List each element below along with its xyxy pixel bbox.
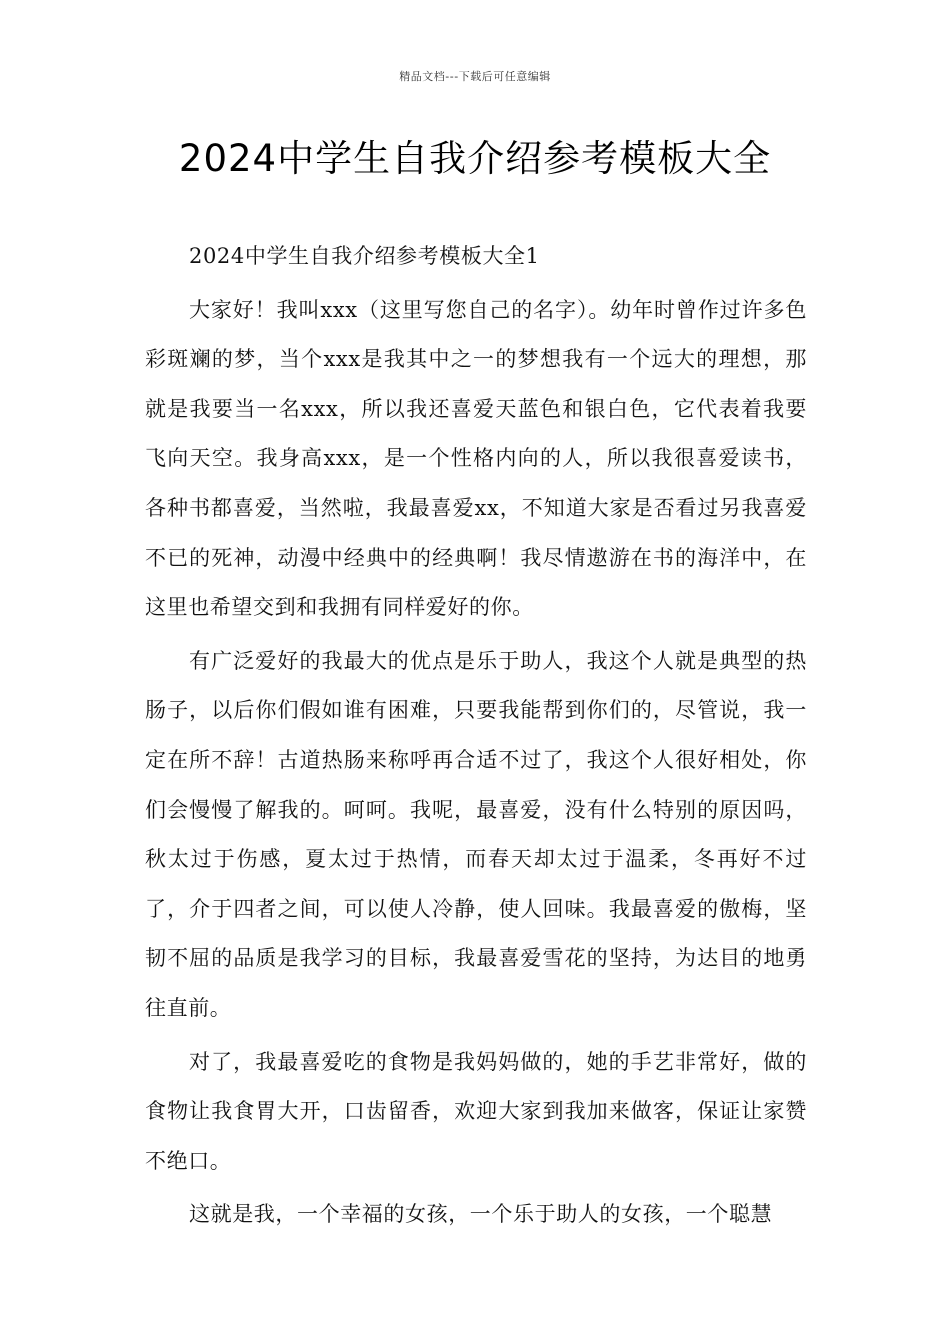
paragraph-strengths: 有广泛爱好的我最大的优点是乐于助人，我这个人就是典型的热肠子，以后你们假如谁有困难，只要我能帮到你们的，尽管说，我一定在所不辞！古道热肠来称呼再合适不过了，我这个人很好相处，你们会慢慢了解我的。呵呵。我呢，最喜爱，没有什么特别的原因吗，秋太过于伤感，夏太过于热情，而春天却太过于温柔，冬再好不过了，介于四者之间，可以使人冷静，使人回味。我最喜爱的傲梅，坚韧不屈的品质是我学习的目标，我最喜爱雪花的坚持，为达目的地勇往直前。 [145,648,807,1020]
paragraph-intro: 大家好！我叫xxx（这里写您自己的名字）。幼年时曾作过许多色彩斑斓的梦，当个xxx是我其中之一的梦想我有一个远大的理想，那就是我要当一名xxx，所以我还喜爱天蓝色和银白色，它代表着我要飞向天空。我身高xxx，是一个性格内向的人，所以我很喜爱读书，各种书都喜爱，当然啦，我最喜爱xx，不知道大家是否看过另我喜爱不已的死神，动漫中经典中的经典啊！我尽情遨游在书的海洋中，在这里也希望交到和我拥有同样爱好的你。 [145,297,807,620]
section-heading: 2024中学生自我介绍参考模板大全1 [189,244,540,268]
header-note: 精品文档---下载后可任意编辑 [399,70,551,83]
paragraph-food: 对了，我最喜爱吃的食物是我妈妈做的，她的手艺非常好，做的食物让我食胃大开，口齿留香，欢迎大家到我加来做客，保证让家赞不绝口。 [145,1049,807,1173]
document-title: 2024中学生自我介绍参考模板大全 [178,137,772,180]
paragraph-closing: 这就是我，一个幸福的女孩，一个乐于助人的女孩，一个聪慧 [189,1202,773,1227]
document-body [145,232,807,1244]
